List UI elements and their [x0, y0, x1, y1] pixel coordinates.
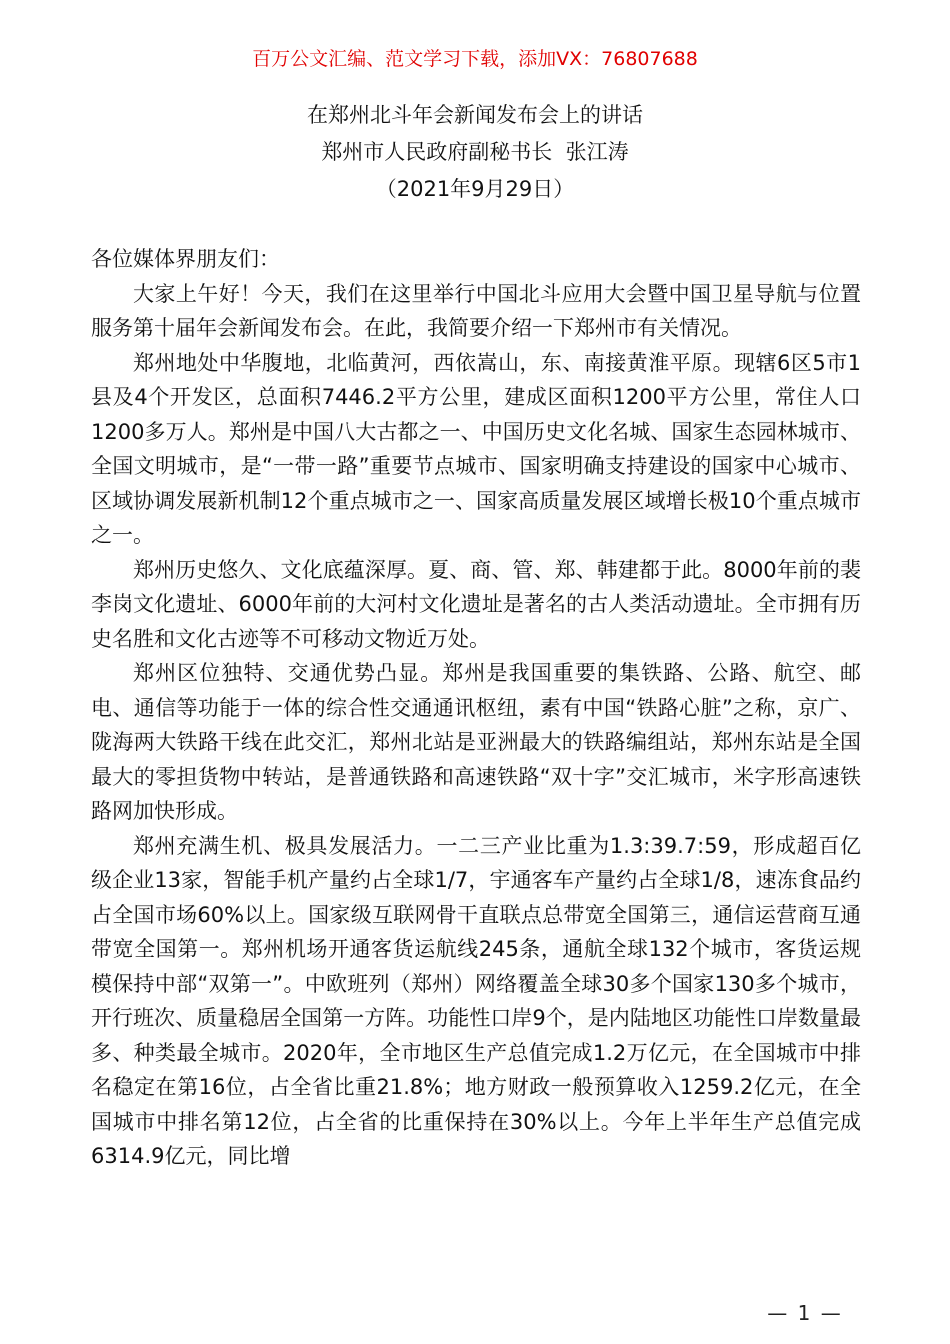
- paragraph: 郑州地处中华腹地，北临黄河，西依嵩山，东、南接黄淮平原。现辖6区5市1县及4个开发区，总面积7446.2平方公里，建成区面积1200平方公里，常住人口1200多万人。郑州是中国八大古都之一、中国历史文化名城、国家生态园林城市、全国文明城市，是“一带一路”重要节点城市、国家明确支持建设的国家中心城市、区域协调发展新机制12个重点城市之一、国家高质量发展区域增长极10个重点城市之一。: [91, 350, 861, 547]
- paragraph: 郑州区位独特、交通优势凸显。郑州是我国重要的集铁路、公路、航空、邮电、通信等功能于一体的综合性交通通讯枢纽，素有中国“铁路心脏”之称，京广、陇海两大铁路干线在此交汇，郑州北站是亚洲最大的铁路编组站，郑州东站是全国最大的零担货物中转站，是普通铁路和高速铁路“双十字”交汇城市，米字形高速铁路网加快形成。: [91, 661, 861, 823]
- document-header: [0, 97, 950, 208]
- salutation: 各位媒体界朋友们：: [91, 247, 280, 271]
- paragraph: 大家上午好！今天，我们在这里举行中国北斗应用大会暨中国卫星导航与位置服务第十届年会新闻发布会。在此，我简要介绍一下郑州市有关情况。: [91, 281, 861, 340]
- page-number: — 1 —: [767, 1301, 843, 1325]
- speaker-line: 郑州市人民政府副秘书长 张江涛: [321, 140, 629, 164]
- document-body: [91, 242, 861, 1174]
- watermark-banner: 百万公文汇编、范文学习下载，添加VX：76807688: [252, 48, 698, 70]
- paragraph: 郑州历史悠久、文化底蕴深厚。夏、商、管、郑、韩建都于此。8000年前的裴李岗文化遗址、6000年前的大河村文化遗址是著名的古人类活动遗址。全市拥有历史名胜和文化古迹等不可移动文物近万处。: [91, 557, 861, 651]
- speech-date: （2021年9月29日）: [375, 177, 575, 201]
- paragraph: 郑州充满生机、极具发展活力。一二三产业比重为1.3:39.7:59，形成超百亿级企业13家，智能手机产量约占全球1/7，宇通客车产量约占全球1/8，速冻食品约占全国市场60%以上。国家级互联网骨干直联点总带宽全国第三，通信运营商互通带宽全国第一。郑州机场开通客货运航线245条，通航全球132个城市，客货运规模保持中部“双第一”。中欧班列（郑州）网络覆盖全球30多个国家130多个城市，开行班次、质量稳居全国第一方阵。功能性口岸9个，是内陆地区功能性口岸数量最多、种类最全城市。2020年，全市地区生产总值完成1.2万亿元，在全国城市中排名稳定在第16位，占全省比重21.8%；地方财政一般预算收入1259.2亿元，在全国城市中排名第12位，占全省的比重保持在30%以上。今年上半年生产总值完成6314.9亿元，同比增: [91, 833, 861, 1168]
- document-title: 在郑州北斗年会新闻发布会上的讲话: [307, 103, 643, 127]
